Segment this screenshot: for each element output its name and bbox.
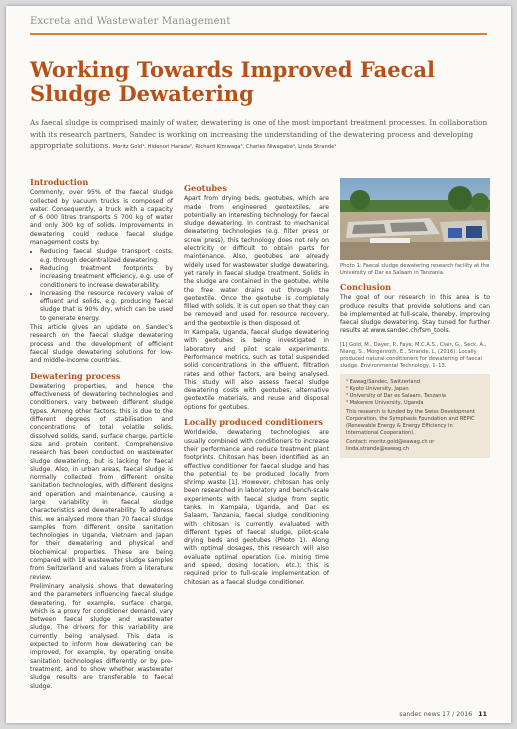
heading-locally-produced-conditioners: Locally produced conditioners bbox=[184, 417, 323, 428]
geotubes-paragraph-1: Apart from drying beds, geotubes, which are made from engineered geotextiles, are potentially an interesting technology for faecal sludge dewatering. In contrast to mechanical dewatering technologies (e.g. filter press or screw press), this technology does not rely on electricity or difficult to obtain parts for maintenance. Also, geotubes are already widely used for wastewater sludge dewatering, yet rarely in faecal sludge treatment. Solids in the sludge are contained in the geotube, while the free water drains out through the geotextile. Once the geotube is completely filled with solids, it is cut open so that they can be removed and used for resource recovery, and the geotextile is then disposed of. bbox=[184, 195, 329, 327]
heading-conclusion: Conclusion bbox=[340, 282, 392, 292]
intro-bullet: • Reducing faecal sludge transport costs, e.g. through decentralized dewatering. bbox=[40, 248, 173, 265]
reference-entry: [1] Gold, M., Dayer, P., Faye, M.C.A.S., Clair, G., Seck, A., Niang, S., Morgenroth, E., Strande, L. (2016): Locally produced natural conditioners for dewatering of faecal sludge. Environmental Technology, 1–13. bbox=[340, 341, 487, 369]
page-footer bbox=[399, 711, 487, 718]
heading-dewatering-process: Dewatering process bbox=[30, 370, 121, 381]
heading-geotubes: Geotubes bbox=[184, 183, 227, 193]
affiliation-line: ¹ Eawag/Sandec, Switzerland bbox=[346, 378, 420, 385]
contact-line: Contact: moritz.gold@eawag.ch or linda.strande@eawag.ch bbox=[346, 438, 435, 452]
article-title: Working Towards Improved Faecal Sludge Dewatering bbox=[30, 57, 435, 106]
intro-bullet: • Reducing treatment footprints by increasing treatment efficiency, e.g. use of conditioners to increase dewaterability. bbox=[40, 265, 173, 290]
column-2 bbox=[184, 178, 329, 588]
column-3 bbox=[340, 178, 490, 458]
section-header: Excreta and Wastewater Management bbox=[30, 16, 231, 27]
article-page bbox=[6, 6, 511, 723]
affiliation-line: ² Kyoto University, Japan bbox=[346, 385, 409, 392]
photo-caption: Photo 1: Faecal sludge dewatering research facility at the University of Dar es Salaam in Tanzania. bbox=[340, 263, 490, 276]
page-number: 11 bbox=[478, 711, 487, 718]
intro-paragraph-2: This article gives an update on Sandec's research on the faecal sludge dewatering process and the development of efficient faecal sludge dewatering solutions for low- and middle-income countries. bbox=[30, 324, 173, 365]
header-rule bbox=[30, 33, 487, 35]
affiliation-line: ³ University of Dar es Salaam, Tanzania bbox=[346, 392, 447, 399]
photo-illustration bbox=[340, 178, 490, 260]
lead-text: As faecal sludge is comprised mainly of water, dewatering is one of the most important treatment processes. In collaboration with its research partners, Sandec is working on increasing the understanding of the dewatering process and developing appropriate solutions. bbox=[30, 118, 488, 150]
intro-bullet: • Increasing the resource recovery value of effluent and solids, e.g. producing faecal sludge that is 90% dry, which can be used to generate energy. bbox=[40, 290, 173, 323]
footer-source: sandec news 17 / 2016 bbox=[399, 711, 473, 718]
funding-note: This research is funded by the Swiss Development Corporation, the Symphasis Foundation and REPIC (Renewable Energy & Energy Efficiency in International Cooperation). bbox=[346, 408, 475, 436]
dewatering-paragraph-2: Preliminary analysis shows that dewatering and the parameters influencing faecal sludge dewatering, for example, surface charge, which is a proxy for conditioner demand, vary between faecal sludge and wastewater sludge. The drivers for this variability are currently being analysed. This data is expected to inform how dewatering can be improved, for example, by operating onsite sanitation technologies differently or by pre-treatment, and to show whether wastewater sludge results are transferable to faecal sludge. bbox=[30, 582, 173, 690]
authors: Moritz Gold¹, Hidenori Harada², Richard Kimwaga³, Charles Niwagaba⁴, Linda Strande¹ bbox=[112, 144, 337, 150]
affiliation-box bbox=[340, 374, 490, 458]
conclusion-paragraph: The goal of our research in this area is to produce results that provide solutions and can be implemented at full-scale, thereby, improving faecal sludge dewatering. Stay tuned for further results at www.sandec.ch/fsm_tools. bbox=[340, 294, 490, 335]
conditioners-paragraph: Worldwide, dewatering technologies are usually combined with conditioners to increase their performance and reduce treatment plant footprints. Chitosan has been identified as an effective conditioner for faecal sludge and has the potential to be produced locally from shrimp waste [1]. However, chitosan has only been researched in laboratory and bench-scale experiments with faecal sludge from septic tanks. In Kampala, Uganda, and Dar es Salaam, Tanzania, faecal sludge conditioning with chitosan is currently evaluated with different types of faecal sludge, pilot-scale drying beds and geotubes (Photo 1). Along with optimal dosages, this research will also evaluate optimal operation (i.e. mixing time and speed, dosing location, etc.); this is required prior to full-scale implementation of chitosan as a faecal sludge conditioner. bbox=[184, 429, 329, 586]
intro-paragraph-1: Commonly, over 95% of the faecal sludge collected by vacuum trucks is composed of water. Consequently, a truck with a capacity of 6 000 litres transports 5 700 kg of water and only 300 kg of solids. Improvements in dewatering could reduce faecal sludge management costs by: bbox=[30, 189, 173, 247]
column-1 bbox=[30, 178, 173, 692]
article-lead bbox=[30, 117, 492, 154]
geotubes-paragraph-2: In Kampala, Uganda, faecal sludge dewatering with geotubes is being investigated in laboratory and pilot scale experiments. Performance metrics, such as total suspended solid concentrations in the effluent, filtration rates and other factors, are being analysed. This study will also assess faecal sludge dewatering costs with geotubes, alternative geotextile materials, and reuse and disposal options for geotubes. bbox=[184, 329, 329, 411]
intro-bullet-list bbox=[30, 248, 173, 323]
affiliation-line: ⁴ Makerere University, Uganda bbox=[346, 399, 424, 406]
heading-introduction: Introduction bbox=[30, 177, 89, 187]
dewatering-paragraph-1: Dewatering properties, and hence the effectiveness of dewatering technologies and conditioners, vary between different sludge types. Among other factors, this is due to the different degrees of stabilisation and concentrations of total volatile solids, dissolved solids, sand, surface charge, particle size and protein content. Comprehensive research has been conducted on wastewater sludge dewatering, but is lacking for faecal sludge. Also, in urban areas, faecal sludge is normally collected from different onsite sanitation technologies, with different designs and operation and maintenance, causing a large variability in faecal sludge characteristics and dewaterability. To address this, we analysed more than 70 faecal sludge samples from different onsite sanitation technologies in Uganda, Vietnam and Japan for their dewatering and physical and biochemical properties. These are being compared with 18 wastewater sludge samples from Switzerland and values from a literature review. bbox=[30, 382, 173, 581]
research-facility-photo bbox=[340, 178, 490, 260]
